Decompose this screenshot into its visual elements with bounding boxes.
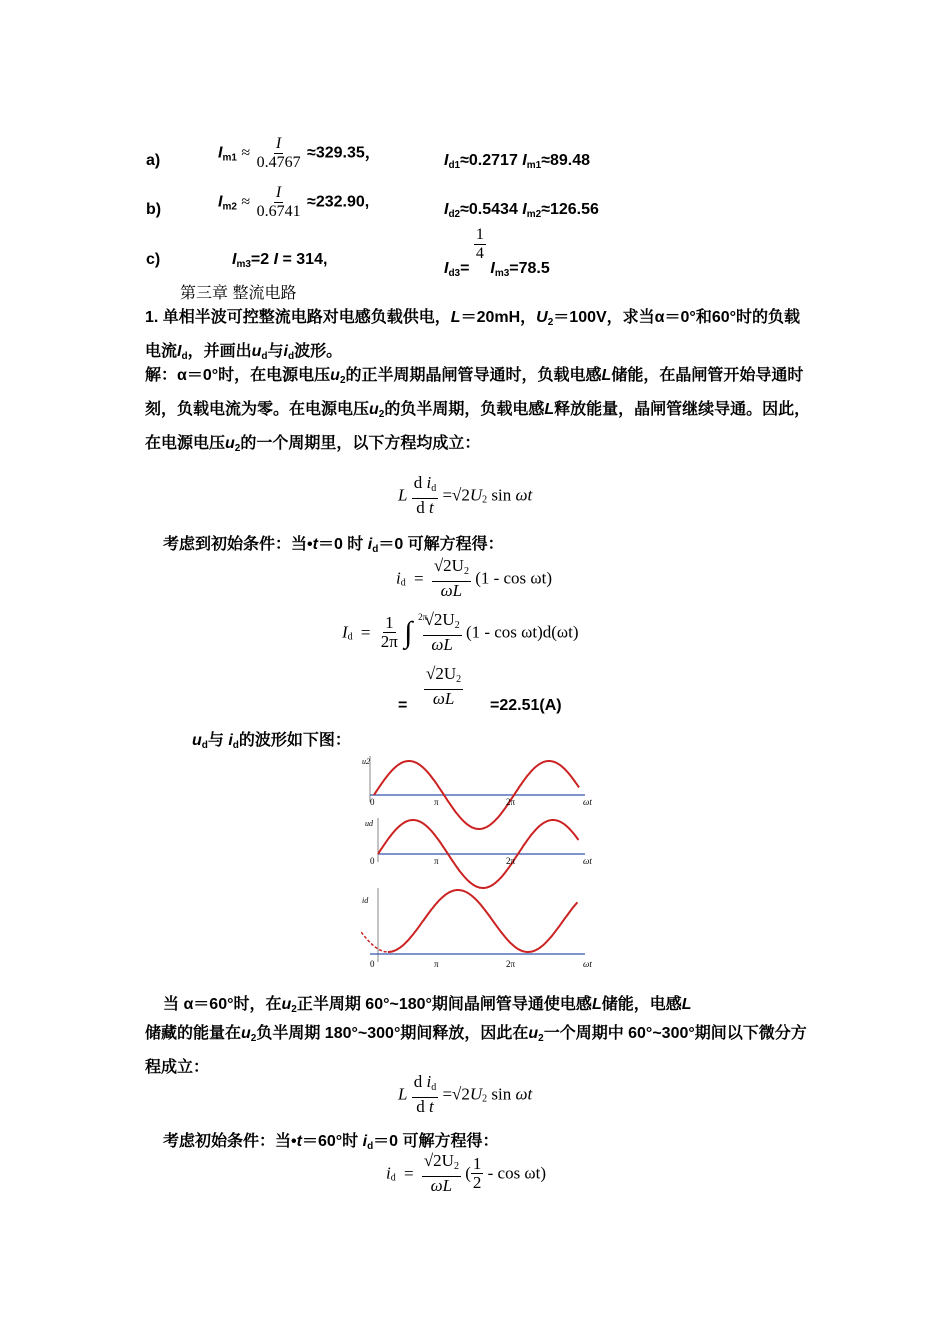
eq1-d: d [413, 473, 423, 492]
eq6-half-den: 2 [472, 1173, 482, 1192]
solution-sym-u: u [330, 367, 340, 384]
eq5-sqrt: √2 [452, 1084, 470, 1104]
eq3-one: 1 [385, 613, 394, 632]
row-b-rval: ≈126.56 [541, 201, 599, 218]
solution-sym-u: u [369, 401, 379, 418]
problem-sym-U: U [536, 309, 548, 326]
eq3-lhssub: d [347, 631, 353, 643]
eq1-i: i [426, 473, 432, 492]
eq5-Usub: 2 [482, 1093, 488, 1105]
eq2-num: √2U [433, 556, 464, 575]
problem-sym-i: i [283, 343, 288, 360]
solution-text: 解： [145, 367, 178, 384]
row-a-fraction [255, 135, 303, 172]
row-c-sym: I [232, 251, 237, 268]
eq6-tail: - cos ωt) [483, 1163, 547, 1183]
solution-text: 储能，在晶闸管开始导通时刻，负载电流为零。在电源电压 [145, 367, 804, 418]
equation-6 [386, 1152, 546, 1195]
row-a-right [444, 152, 590, 171]
eq1-sqrt: √2 [452, 485, 470, 505]
row-b-frac-den: 0.6741 [256, 203, 301, 220]
solution-sym-u: u [225, 435, 235, 452]
p60-sym-L: L [591, 996, 602, 1013]
eq5-derivative [412, 1073, 438, 1116]
equation-4-fraction [424, 665, 463, 708]
eq1-equals: = [442, 485, 453, 505]
row-c-frac-num: 1 [475, 226, 484, 243]
plot-id-ylabel: id [362, 896, 369, 905]
eq4-den: ωL [432, 689, 455, 708]
eq1-wt: ωt [515, 485, 533, 505]
cond2-text: ＝60°时 [301, 1133, 363, 1150]
eq3-tail: (1 - cos ωt)d(ωt) [465, 622, 579, 642]
plot-u2-tick-2pi: 2π [506, 797, 516, 807]
solution-text: 的负半周期，负载电感 [384, 401, 545, 418]
row-a-sym: I [218, 144, 223, 162]
eq1-t: t [428, 498, 434, 517]
row-c-req: = [460, 259, 470, 277]
row-c-rsub2: m3 [494, 267, 510, 279]
eq1-Usub: 2 [482, 494, 488, 506]
row-c-rsym: I [444, 259, 449, 277]
p60-text: ＝60°时，在 [193, 996, 282, 1013]
row-a-label: a) [146, 152, 161, 169]
plot-id-tick-2pi: 2π [506, 959, 516, 969]
eq3-twopi: 2π [380, 632, 398, 651]
eq5-d: d [413, 1072, 423, 1091]
eq2-fraction [432, 557, 471, 600]
solution-alpha: α [177, 367, 187, 384]
p60-sym-L: L [681, 996, 692, 1013]
problem-text: ，并画出 [187, 343, 252, 360]
plot-id-tick-pi: π [434, 959, 439, 969]
row-b-sub: m2 [222, 201, 237, 213]
plot-u2-tick-pi: π [434, 797, 439, 807]
row-b-rsub2: m2 [526, 209, 542, 220]
solution-text: 释放能量，晶闸管继续导通。因此，在电源电压 [145, 401, 811, 452]
row-a-approx: ≈ [241, 144, 251, 162]
solution-sym-L: L [601, 367, 612, 384]
plot-ud-tick-2pi: 2π [506, 856, 516, 866]
eq6-den: ωL [430, 1176, 453, 1195]
cond1-omega-glyph: • [307, 536, 313, 553]
cond1-i: i [367, 536, 373, 553]
p60-alpha: α [183, 996, 194, 1013]
caption-text: 的波形如下图： [238, 732, 351, 749]
plot-u2-xlabel: ωt [583, 797, 592, 807]
problem-sym-L: L [450, 309, 461, 326]
equation-3 [342, 611, 578, 654]
plot-ud-tick-0: 0 [370, 856, 375, 866]
eq5-wt: ωt [515, 1084, 533, 1104]
row-c-rval: =78.5 [509, 259, 550, 277]
eq1-L: L [398, 485, 408, 505]
p60-text: 负半周期 180°~300°期间释放，因此在 [256, 1025, 529, 1042]
row-c-label: c) [146, 251, 161, 268]
row-b-right [444, 201, 599, 220]
eq5-sin: sin [487, 1084, 516, 1104]
row-c-frac-den: 4 [475, 245, 484, 262]
eq6-numsub: 2 [453, 1161, 459, 1172]
eq5-t: t [428, 1097, 434, 1116]
plot-id-tick-0: 0 [370, 959, 375, 969]
p60-sym-u: u [528, 1025, 539, 1042]
equation-1 [398, 474, 532, 517]
row-c-left [232, 251, 327, 270]
cond2-text: ＝0 可解方程得： [373, 1133, 499, 1150]
eq4-result: =22.51(A) [490, 697, 562, 714]
eq5-d2: d [416, 1097, 425, 1116]
eq6-open-paren: ( [465, 1163, 471, 1183]
row-a-rpre: ≈0.2717 [460, 152, 523, 169]
eq5-i: i [426, 1072, 432, 1091]
eq4-num: √2U [426, 664, 457, 683]
solution-text: ＝0°时，在电源电压 [186, 367, 331, 384]
eq6-lhssub: d [390, 1172, 396, 1184]
eq5-U: U [469, 1084, 483, 1104]
cond2-t: t [296, 1133, 302, 1150]
condition-2 [163, 1128, 499, 1152]
p60-text: 正半周期 60°~180°期间晶闸管导通使电感 [296, 996, 592, 1013]
row-a-frac-num: I [275, 135, 282, 152]
eq3-den: ωL [431, 635, 453, 654]
p60-sub: 2 [538, 1033, 544, 1044]
eq1-derivative [412, 474, 438, 517]
row-b-left-val: ≈232.90, [307, 193, 370, 211]
p60-text: 一个周期中 60°~300°期间以下微分方程成立： [145, 1025, 807, 1076]
row-b-sym: I [218, 193, 223, 211]
eq3-equals: = [360, 622, 371, 642]
waveform-figure [340, 752, 610, 982]
eq6-half-num: 1 [472, 1154, 482, 1173]
problem-sub: 2 [547, 317, 554, 328]
row-a-sub: m1 [222, 152, 237, 164]
row-a-rsub: d1 [448, 160, 461, 171]
caption-i: i [228, 732, 233, 749]
equation-2 [396, 557, 552, 600]
eq2-numsub: 2 [463, 566, 469, 577]
cond2-omega-glyph: • [291, 1133, 297, 1150]
plot-u2 [362, 756, 592, 829]
problem-sub: d [261, 351, 268, 362]
row-c-sym2: I [273, 251, 279, 268]
row-b-rsub: d2 [448, 209, 461, 220]
problem-alpha: α [654, 309, 665, 326]
eq2-lhssub: d [400, 577, 406, 589]
eq3-fraction [423, 611, 462, 654]
row-a-left [218, 135, 381, 172]
solution-text: 的一个周期里，以下方程均成立： [240, 435, 481, 452]
row-b-left [218, 184, 369, 221]
p60-text: 储能，电感 [601, 996, 682, 1013]
plot-u2-ylabel: u2 [362, 757, 370, 766]
row-c-right [444, 226, 550, 279]
eq3-numsub: 2 [454, 620, 460, 631]
plot-id [361, 888, 592, 969]
waveform-caption [192, 727, 351, 751]
caption-usub: d [201, 740, 208, 751]
cond1-t: t [312, 536, 318, 553]
problem-sym-u: u [251, 343, 262, 360]
eq1-sin: sin [487, 485, 516, 505]
eq5-isub: d [431, 1082, 437, 1093]
row-b-label: b) [146, 201, 162, 218]
cond1-text: ＝0 可解方程得： [378, 536, 504, 553]
plot-ud-ylabel: ud [365, 819, 373, 828]
caption-u: u [192, 732, 202, 749]
cond1-isub: d [372, 544, 379, 555]
row-a-rsub2: m1 [526, 160, 542, 171]
cond1-text: ＝0 时 [317, 536, 368, 553]
row-a-rsym: I [444, 152, 449, 169]
row-b-rpre: ≈0.5434 [460, 201, 523, 218]
eq4-equals: = [398, 697, 408, 714]
eq6-num: √2U [423, 1151, 454, 1170]
solution-text: 的正半周期晶闸管导通时，负载电感 [345, 367, 602, 384]
eq2-equals: = [413, 568, 424, 588]
solution-paragraph [145, 361, 813, 463]
plot-id-curve-dashed [361, 932, 388, 952]
plot-u2-tick-0: 0 [370, 797, 375, 807]
p60-sym-u: u [241, 1025, 251, 1042]
problem-text: ＝0°和60°时的负载电流 [145, 309, 801, 360]
eq3-num: √2U [424, 610, 455, 629]
eq3-integral [404, 611, 428, 650]
problem-text: 与 [267, 343, 284, 360]
row-a-rsym2: I [522, 152, 527, 169]
row-c-fraction [474, 226, 486, 263]
plot-ud-tick-pi: π [434, 856, 439, 866]
eq1-U: U [469, 485, 483, 505]
row-c-rsub: d3 [448, 267, 461, 279]
problem-text: 波形。 [294, 343, 343, 360]
row-a-left-val: ≈329.35， [307, 144, 381, 162]
caption-text: 与 [207, 732, 229, 749]
plot-id-curve [388, 890, 577, 952]
eq4-numsub: 2 [456, 674, 462, 685]
eq6-fraction [422, 1152, 461, 1195]
cond2-isub: d [367, 1141, 374, 1152]
p60-sub: 2 [250, 1033, 257, 1044]
row-c-rsym2: I [490, 259, 495, 277]
eq2-den: ωL [440, 581, 463, 600]
row-a-frac-den: 0.4767 [256, 154, 301, 171]
problem-text: 1. 单相半波可控整流电路对电感负载供电， [145, 309, 451, 326]
problem-sym-I: I [177, 343, 182, 360]
p60-sym-u: u [281, 996, 292, 1013]
cond2-i: i [362, 1133, 368, 1150]
eq6-equals: = [403, 1163, 414, 1183]
p60-text: 当 [163, 996, 184, 1013]
solution-sub: 2 [339, 375, 346, 386]
row-c-sub: m3 [236, 259, 251, 270]
plot-ud-xlabel: ωt [583, 856, 592, 866]
eq2-tail: (1 - cos ωt) [475, 568, 552, 588]
equation-5 [398, 1073, 532, 1116]
cond2-text: 考虑初始条件：当 [163, 1133, 292, 1150]
eq3-int-sign: ∫ [404, 615, 413, 649]
plot-id-xlabel: ωt [583, 959, 592, 969]
eq1-isub: d [431, 483, 437, 494]
row-b-approx: ≈ [241, 193, 251, 211]
problem-sub: d [181, 351, 188, 362]
problem-sub: d [287, 351, 295, 362]
row-c-val: =2 [250, 251, 274, 268]
cond1-text: 考虑到初始条件：当 [163, 536, 308, 553]
problem-text: ＝20mH， [460, 309, 537, 326]
p60-sub: 2 [291, 1004, 297, 1015]
eq5-L: L [398, 1084, 408, 1104]
eq5-equals: = [442, 1084, 453, 1104]
row-c-val2: = 314, [278, 251, 328, 268]
solution-sub: 2 [234, 443, 241, 454]
eq6-half [471, 1155, 484, 1192]
eq1-d2: d [416, 498, 425, 517]
solution-sym-L: L [544, 401, 555, 418]
row-b-rsym2: I [522, 201, 527, 218]
solution-sub: 2 [378, 409, 385, 420]
eq6-lhs: i [386, 1163, 391, 1183]
row-a-rval: ≈89.48 [541, 152, 591, 169]
row-b-rsym: I [444, 201, 449, 218]
p60-text: 储藏的能量在 [145, 1025, 242, 1042]
problem-text: ＝100V，求当 [553, 309, 655, 326]
chapter-title: 第三章 整流电路 [180, 285, 297, 302]
eq3-coefficient [379, 614, 400, 651]
row-b-frac-num: I [275, 184, 282, 201]
condition-1 [163, 531, 504, 555]
caption-isub: d [232, 740, 239, 751]
eq3-lhs: I [342, 622, 348, 642]
row-b-fraction [255, 184, 303, 221]
eq2-lhs: i [396, 568, 401, 588]
eq3-upper-limit: 2π [418, 611, 428, 622]
